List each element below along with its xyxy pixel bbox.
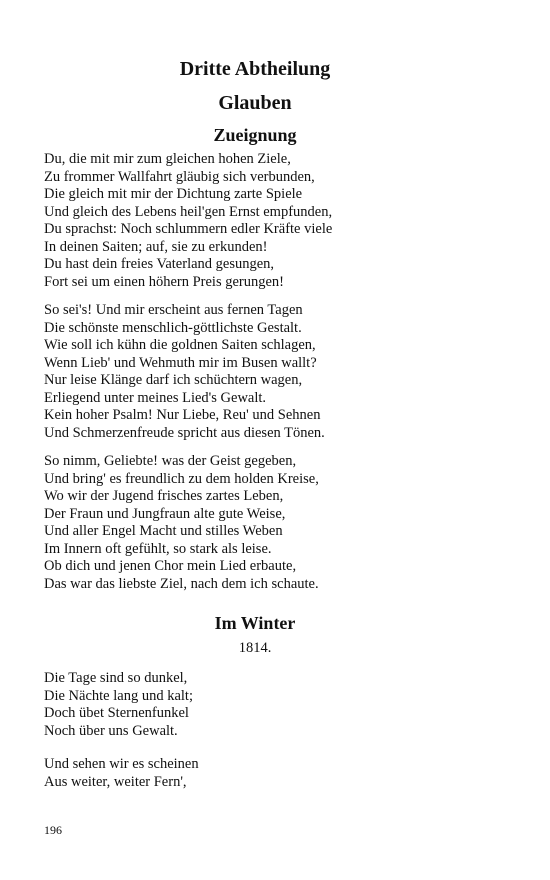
- poem1-stanza-3: [44, 453, 514, 593]
- verse-line: Du sprachst: Noch schlummern edler Kräfte viele: [44, 221, 333, 237]
- poem-date: 1814.: [238, 640, 272, 656]
- poem2-stanza-1: [44, 670, 514, 740]
- verse-line: So sei's! Und mir erscheint aus fernen Tagen: [44, 302, 303, 318]
- poem-title-im-winter: Im Winter: [214, 613, 296, 633]
- verse-line: Doch übet Sternenfunkel: [44, 705, 189, 721]
- verse-line: Fort sei um einen höhern Preis gerungen!: [44, 273, 285, 290]
- verse-line: Zu frommer Wallfahrt gläubig sich verbunden,: [44, 168, 315, 185]
- page-number: 196: [44, 823, 62, 837]
- verse-line: Die schönste menschlich-göttlichste Gestalt.: [44, 319, 302, 336]
- verse-line: Wo wir der Jugend frisches zartes Leben,: [44, 488, 284, 504]
- section-title: Glauben: [218, 92, 292, 114]
- verse-line: Ob dich und jenen Chor mein Lied erbaute,: [44, 558, 297, 574]
- verse-line: Wie soll ich kühn die goldnen Saiten schlagen,: [44, 337, 316, 353]
- poem1-stanza-2: [44, 302, 514, 442]
- verse-line: Der Fraun und Jungfraun alte gute Weise,: [44, 505, 286, 522]
- verse-line: Die Tage sind so dunkel,: [44, 670, 188, 686]
- verse-line: Und aller Engel Macht und stilles Weben: [44, 523, 283, 539]
- verse-line: Das war das liebste Ziel, nach dem ich schaute.: [44, 575, 319, 592]
- verse-line: Nur leise Klänge darf ich schüchtern wagen,: [44, 372, 303, 388]
- verse-line: Und Schmerzenfreude spricht aus diesen Tönen.: [44, 424, 325, 441]
- verse-line: Du, die mit mir zum gleichen hohen Ziele,: [44, 151, 291, 167]
- verse-line: Noch über uns Gewalt.: [44, 722, 178, 739]
- verse-line: Die gleich mit mir der Dichtung zarte Spiele: [44, 186, 303, 202]
- verse-line: Du hast dein freies Vaterland gesungen,: [44, 256, 275, 272]
- poem1-stanza-1: [44, 151, 514, 291]
- verse-line: Wenn Lieb' und Wehmuth mir im Busen wallt?: [44, 354, 317, 371]
- verse-line: So nimm, Geliebte! was der Geist gegeben,: [44, 453, 297, 469]
- poem-title-zueignung: Zueignung: [213, 125, 297, 145]
- verse-line: Im Innern oft gefühlt, so stark als leise.: [44, 540, 272, 557]
- verse-line: In deinen Saiten; auf, sie zu erkunden!: [44, 238, 268, 255]
- verse-line: Und sehen wir es scheinen: [44, 756, 199, 772]
- poem2-stanza-2: [44, 756, 514, 791]
- verse-line: Und bring' es freundlich zu dem holden Kreise,: [44, 470, 319, 487]
- verse-line: Erliegend unter meines Lied's Gewalt.: [44, 389, 267, 406]
- verse-line: Kein hoher Psalm! Nur Liebe, Reu' und Sehnen: [44, 407, 321, 423]
- verse-line: Die Nächte lang und kalt;: [44, 687, 193, 704]
- verse-line: Und gleich des Lebens heil'gen Ernst empfunden,: [44, 203, 333, 220]
- verse-line: Aus weiter, weiter Fern',: [44, 773, 187, 790]
- part-title: Dritte Abtheilung: [179, 58, 331, 80]
